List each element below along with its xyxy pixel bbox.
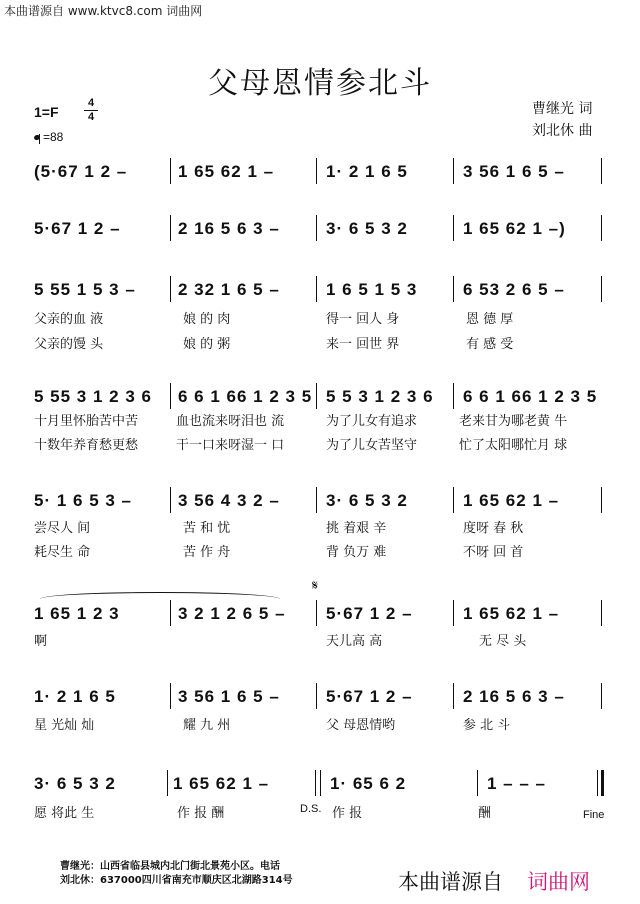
barline [601,487,602,513]
lyricist-credit: 曹继光 词 [532,101,593,117]
key-signature: 1=F [34,104,59,120]
tempo-value: =88 [43,130,64,144]
measure: 2 16 5 6 3 – [178,219,280,238]
barline [477,770,478,796]
tempo-marking [34,130,63,144]
lyric-phrase: 为了儿女有追求 [326,414,418,429]
barline [601,215,602,241]
barline [170,215,171,241]
measure: (5·67 1 2 – [34,162,128,181]
meter-bottom: 4 [87,111,95,123]
lyric-phrase: 十数年养育愁更愁 [34,438,139,453]
lyric-phrase: 耗尽生 命 [34,545,91,560]
lyric-phrase: 无 尽 头 [479,634,527,649]
barline [453,276,454,302]
lyric-phrase: 有 感 受 [466,337,514,352]
barline [170,683,171,709]
measure: 3· 6 5 3 2 [34,774,116,793]
measure: 5·67 1 2 – [326,604,413,623]
barline [316,215,317,241]
lyric-phrase: 作 报 酬 [177,806,225,821]
measure: 5·67 1 2 – [326,687,413,706]
composer-credit: 刘北休 曲 [532,123,593,139]
site-header: 本曲谱源自 www.ktvc8.com 词曲网 [4,4,203,18]
measure: 1 – – – [487,774,546,793]
fine-marking: Fine [583,809,605,821]
lyric-line [0,308,640,326]
measure: 3 2 1 2 6 5 – [178,604,286,623]
notation-row [0,683,640,713]
brand-text-2: 词曲网 [527,870,590,894]
barline [316,683,317,709]
measure: 5·67 1 2 – [34,219,121,238]
lyric-phrase: 血也流来呀泪也 流 [176,414,285,429]
barline [453,487,454,513]
barline [601,158,602,184]
lyric-line [0,517,640,535]
lyric-phrase: 星 光灿 灿 [34,718,95,733]
notation-row [0,383,640,413]
lyric-line [0,714,640,732]
lyric-phrase: 酬 [478,806,492,821]
barline [453,600,454,626]
lyric-phrase: 愿 将此 生 [34,806,95,821]
measure: 1 65 1 2 3 [34,604,120,623]
lyric-phrase: 耀 九 州 [183,718,231,733]
barline [315,770,316,796]
lyric-phrase: 父 母恩情哟 [326,718,396,733]
barline [453,215,454,241]
barline [316,600,317,626]
measure: 3 56 1 6 5 – [463,162,565,181]
measure: 6 53 2 6 5 – [463,280,565,299]
lyric-phrase: 天儿高 高 [326,634,383,649]
lyric-phrase: 为了儿女苦坚守 [326,438,418,453]
barline [316,158,317,184]
meter-top: 4 [87,97,95,109]
measure: 1· 2 1 6 5 [34,687,116,706]
measure: 5· 1 6 5 3 – [34,491,133,510]
measure: 1 6 5 1 5 3 [326,280,418,299]
barline [167,770,168,796]
notation-row [0,215,640,245]
measure: 1· 2 1 6 5 [326,162,408,181]
notation-row [0,600,640,630]
measure: 1· 65 6 2 [330,774,407,793]
measure: 1 65 62 1 – [463,604,560,623]
lyric-phrase: 不呀 回 首 [463,545,524,560]
lyric-phrase: 来一 回世 界 [326,337,400,352]
measure: 6 6 1 66 1 2 3 5 [463,387,598,406]
brand-text-1: 本曲谱源自 [398,870,503,894]
time-signature [84,98,98,123]
barline [170,487,171,513]
barline [601,770,604,796]
notation-row [0,276,640,306]
barline [597,770,598,796]
measure: 5 55 1 5 3 – [34,280,136,299]
measure: 5 55 3 1 2 3 6 [34,387,152,406]
measure: 2 32 1 6 5 – [178,280,280,299]
measure: 3 56 1 6 5 – [178,687,280,706]
lyric-phrase: 参 北 斗 [463,718,511,733]
barline [316,487,317,513]
lyric-phrase: 忙了太阳哪忙月 球 [459,438,568,453]
lyric-line [0,434,640,452]
measure: 3· 6 5 3 2 [326,491,408,510]
lyric-phrase: 苦 和 忧 [183,521,231,536]
lyric-phrase: 度呀 春 秋 [463,521,524,536]
barline [316,276,317,302]
barline [170,158,171,184]
lyric-phrase: 啊 [34,634,48,649]
barline [316,383,317,409]
measure: 2 16 5 6 3 – [463,687,565,706]
barline [601,276,602,302]
lyric-line [0,333,640,351]
footer-line-2: 刘北休：637000四川省南充市顺庆区北湖路314号 [60,875,293,886]
lyric-phrase: 尝尽人 间 [34,521,91,536]
lyric-phrase: 娘 的 肉 [183,312,231,327]
measure: 1 65 62 1 –) [463,219,566,238]
measure: 6 6 1 66 1 2 3 5 [178,387,313,406]
measure: 5 5 3 1 2 3 6 [326,387,434,406]
lyric-line [0,630,640,648]
barline [453,383,454,409]
notation-row [0,770,640,800]
page-title: 父母恩情参北斗 [208,66,432,101]
lyric-phrase: 娘 的 粥 [183,337,231,352]
segno-icon: 𝄋 [312,578,319,594]
lyric-line [0,541,640,559]
barline [170,383,171,409]
barline [453,158,454,184]
lyric-phrase: 恩 德 厚 [466,312,514,327]
lyric-phrase: 父亲的血 液 [34,312,104,327]
notation-row [0,158,640,188]
lyric-phrase: 老来甘为哪老黄 牛 [459,414,568,429]
barline [170,276,171,302]
lyric-phrase: 作 报 [332,806,363,821]
barline [320,770,321,796]
footer-line-1: 曹继光：山西省临县城内北门街北景苑小区。电话 [60,861,280,872]
measure: 1 65 62 1 – [178,162,275,181]
notation-row [0,487,640,517]
measure: 3 56 4 3 2 – [178,491,280,510]
measure: 1 65 62 1 – [173,774,270,793]
measure: 1 65 62 1 – [463,491,560,510]
footer-contact [60,860,293,888]
lyric-line [0,410,640,428]
slur-arc [40,592,280,599]
barline [453,683,454,709]
brand-watermark [398,866,590,896]
ds-marking: D.S. [300,803,322,815]
barline [170,600,171,626]
lyric-phrase: 背 负万 难 [326,545,387,560]
barline [601,600,602,626]
lyric-phrase: 十月里怀胎苦中苦 [34,414,139,429]
measure: 3· 6 5 3 2 [326,219,408,238]
barline [601,683,602,709]
lyric-phrase: 干一口来呀湿一 口 [176,438,285,453]
lyric-phrase: 挑 着艰 辛 [326,521,387,536]
lyric-phrase: 苦 作 舟 [183,545,231,560]
lyric-phrase: 父亲的馒 头 [34,337,104,352]
lyric-phrase: 得一 回人 身 [326,312,400,327]
